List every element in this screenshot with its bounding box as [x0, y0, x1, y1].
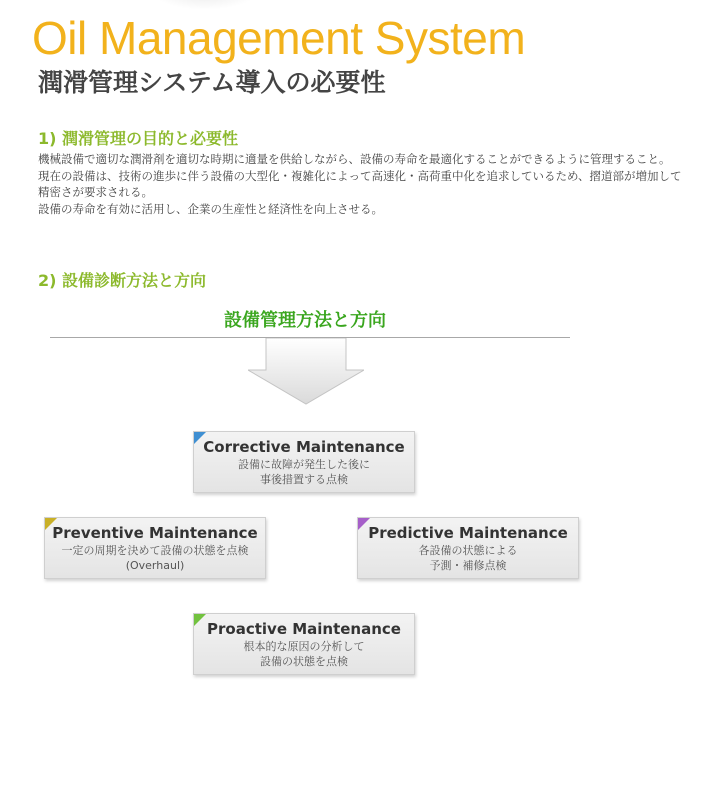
down-arrow-icon [248, 338, 364, 406]
box-title: Preventive Maintenance [52, 524, 258, 542]
proactive-maintenance-box [193, 613, 415, 675]
box-description: 一定の周期を決めて設備の状態を点検 [61, 544, 249, 557]
corner-marker [45, 518, 57, 530]
page-title: Oil Management System [32, 12, 526, 64]
section-2-heading: 2) 設備診断方法と方向 [38, 271, 207, 290]
box-description: (Overhaul) [125, 559, 185, 572]
box-description: 設備の状態を点検 [260, 655, 348, 668]
box-description: 各設備の状態による [418, 544, 518, 557]
box-description: 根本的な原因の分析して [243, 640, 365, 653]
section-1-paragraph: 設備の寿命を有効に活用し、企業の生産性と経済性を向上させる。 [38, 201, 383, 216]
corner-marker [194, 614, 206, 626]
predictive-maintenance-box [357, 517, 579, 579]
section-1-heading: 1) 潤滑管理の目的と必要性 [38, 129, 239, 148]
box-title: Corrective Maintenance [203, 438, 405, 456]
section-1-paragraph: 現在の設備は、技術の進歩に伴う設備の大型化・複雑化によって高速化・高荷重中化を追求しているため、摺道部が増加して精密さが要求される。 [38, 168, 682, 199]
box-title: Predictive Maintenance [368, 524, 568, 542]
section-1-paragraph: 機械設備で適切な潤滑剤を適切な時期に適量を供給しながら、設備の寿命を最適化することができるように管理すること。 [38, 152, 671, 166]
box-title: Proactive Maintenance [207, 620, 401, 638]
box-description: 予測・補修点検 [429, 559, 507, 572]
box-description: 事後措置する点検 [260, 473, 348, 486]
diagram-title: 設備管理方法と方向 [224, 310, 386, 331]
box-description: 設備に故障が発生した後に [238, 458, 370, 471]
corner-marker [194, 432, 206, 444]
corrective-maintenance-box [193, 431, 415, 493]
decorative-glow [150, 0, 260, 10]
preventive-maintenance-box [44, 517, 266, 579]
corner-marker [358, 518, 370, 530]
page-subtitle: 潤滑管理システム導入の必要性 [38, 68, 386, 97]
section-1-body [38, 151, 688, 217]
